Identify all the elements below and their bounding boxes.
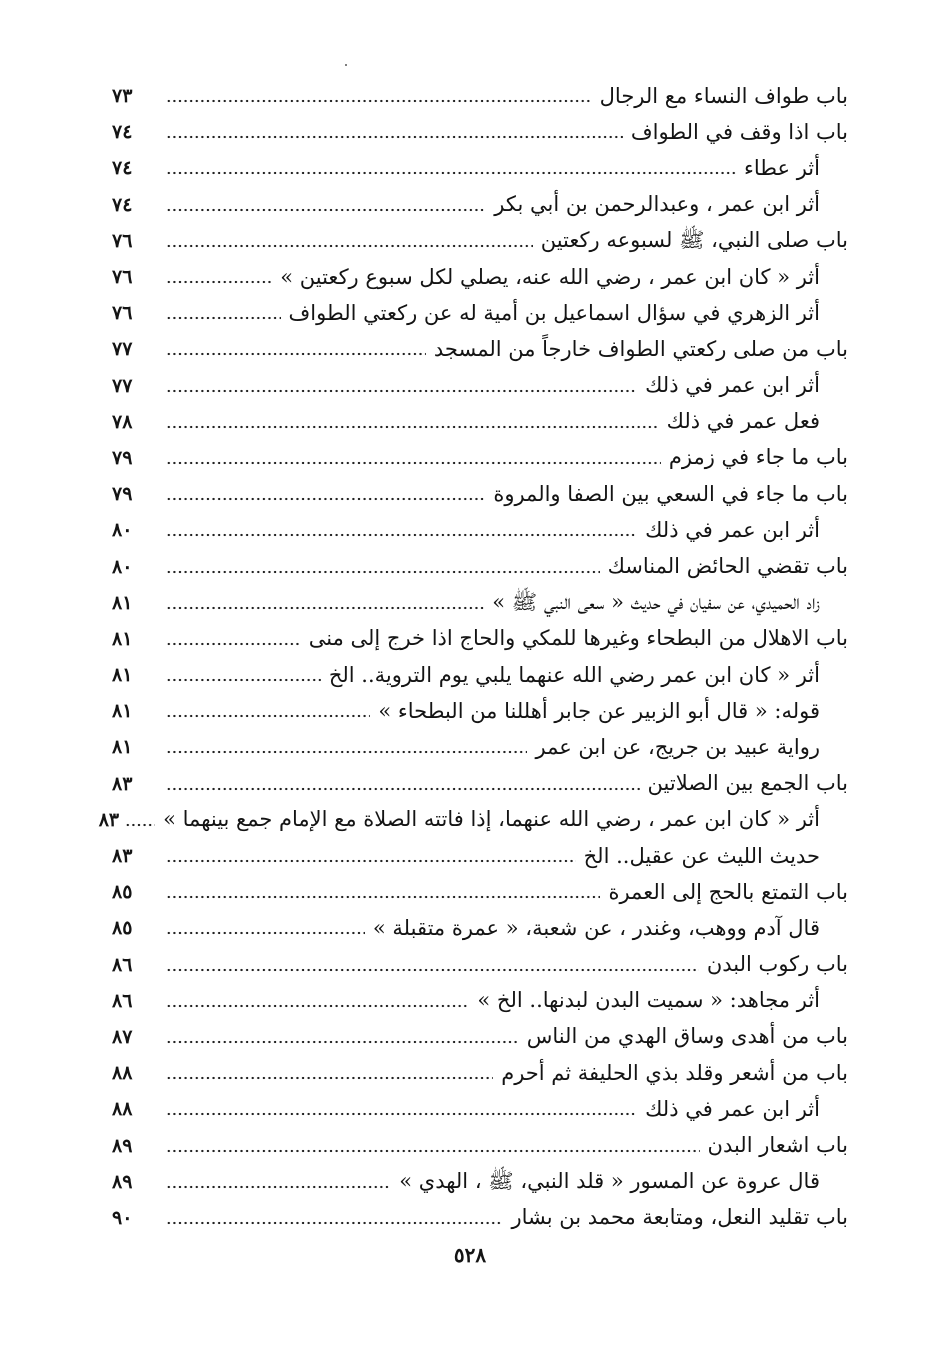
toc-entry-page: ٨١ xyxy=(112,700,133,723)
toc-entry xyxy=(112,947,848,983)
dot-leader xyxy=(166,857,576,865)
dot-leader xyxy=(166,387,637,395)
toc-entry-page: ٧٩ xyxy=(112,483,133,506)
toc-entry-page: ٨٩ xyxy=(112,1134,133,1157)
toc-entry-page: ٨٠ xyxy=(112,519,133,542)
toc-entry xyxy=(112,331,848,367)
toc-entry-title: فعل عمر في ذلك xyxy=(666,409,820,434)
toc-entry-page: ٨١ xyxy=(112,591,133,614)
toc-entry-title: أثر « كان ابن عمر ، رضي الله عنه، يصلي لكل سبوع ركعتين » xyxy=(280,264,820,289)
toc-entry-page: ٧٣ xyxy=(112,85,133,108)
toc-entry xyxy=(112,1200,848,1236)
dot-leader xyxy=(166,459,661,467)
dot-leader xyxy=(166,242,533,250)
toc-entry-page: ٨٨ xyxy=(112,1098,133,1121)
dot-leader xyxy=(166,748,527,756)
toc-entry-page: ٨١ xyxy=(112,736,133,759)
toc-entry-title: باب ركوب البدن xyxy=(706,952,848,977)
dot-leader xyxy=(166,966,699,974)
toc-entry xyxy=(112,404,848,440)
toc-entry-title: باب من أهدى وساق الهدي من الناس xyxy=(526,1024,848,1049)
toc-entry xyxy=(112,259,848,295)
toc-entry-title: أثر « كان ابن عمر رضي الله عنهما يلبي يوم التروية.. الخ xyxy=(328,662,820,687)
toc-entry-title: أثر عطاء xyxy=(744,155,820,180)
toc-entry-title: باب التمتع بالحج إلى العمرة xyxy=(608,879,848,904)
toc-entry-title: أثر ابن عمر ، وعبدالرحمن بن أبي بكر xyxy=(494,192,820,217)
dot-leader xyxy=(166,929,365,937)
toc-entry-title: باب طواف النساء مع الرجال xyxy=(599,83,848,108)
toc-entry xyxy=(112,1055,848,1091)
dot-leader xyxy=(166,278,272,286)
toc-entry xyxy=(112,1091,848,1127)
toc-entry xyxy=(112,657,848,693)
toc-entry-page: ٨٨ xyxy=(112,1062,133,1085)
dot-leader xyxy=(166,785,640,793)
page-number: ٥٢٨ xyxy=(453,1243,487,1267)
dot-leader xyxy=(166,604,484,612)
toc-entry-page: ٨٣ xyxy=(112,845,133,868)
toc-entry-title: أثر ابن عمر في ذلك xyxy=(645,1096,820,1121)
dot-leader xyxy=(166,97,592,105)
toc-entry xyxy=(112,223,848,259)
toc-entry-page: ٨٣ xyxy=(98,808,120,831)
toc-entry-title: حديث الليث عن عقيل.. الخ xyxy=(583,843,820,868)
toc-entry-page: ٧٧ xyxy=(112,374,133,397)
toc-entry xyxy=(112,440,848,476)
toc-entry xyxy=(112,910,848,946)
toc-entry-title: أثر « كان ابن عمر ، رضي الله عنهما، إذا فاتته الصلاة مع الإمام جمع بينهما » xyxy=(163,807,820,832)
toc-entry xyxy=(112,78,848,114)
dot-leader xyxy=(166,495,485,503)
toc-entry xyxy=(112,548,848,584)
toc-entry-title: زاد الحميدي، عن سفيان في حديث « سعى النبي ﷺ » xyxy=(492,590,820,615)
toc-entry xyxy=(112,621,848,657)
toc-entry-title: أثر ابن عمر في ذلك xyxy=(645,517,820,542)
toc-entry xyxy=(112,585,848,621)
toc-entry xyxy=(112,1164,848,1200)
toc-entry-title: أثر مجاهد: « سميت البدن لبدنها.. الخ » xyxy=(477,988,820,1013)
scan-speck xyxy=(345,64,347,66)
toc-entry-title: قوله: « قال أبو الزبير عن جابر أهللنا من البطحاء » xyxy=(378,698,820,723)
toc-entry-title: باب اذا وقف في الطواف xyxy=(630,119,848,144)
dot-leader xyxy=(166,1147,700,1155)
toc-entry-page: ٨١ xyxy=(112,627,133,650)
toc-entry-title: باب الاهلال من البطحاء وغيرها للمكي والحاج اذا خرج إلى منى xyxy=(308,626,848,651)
toc-entry xyxy=(112,729,848,765)
toc-entry-title: باب تقضي الحائض المناسك xyxy=(607,554,848,579)
toc-entry-title: باب ما جاء في السعي بين الصفا والمروة xyxy=(493,481,848,506)
dot-leader xyxy=(166,1002,469,1010)
dot-leader xyxy=(166,314,281,322)
toc-entry-page: ٧٦ xyxy=(112,266,133,289)
toc-entry xyxy=(112,1127,848,1163)
table-of-contents xyxy=(98,78,848,1236)
toc-entry xyxy=(112,295,848,331)
dot-leader xyxy=(166,640,301,648)
toc-entry xyxy=(112,766,848,802)
toc-entry-page: ٨٠ xyxy=(112,555,133,578)
toc-entry xyxy=(112,476,848,512)
toc-entry-title: قال آدم ووهب، وغندر ، عن شعبة، « عمرة متقبلة » xyxy=(372,915,820,940)
toc-entry-page: ٧٤ xyxy=(112,121,133,144)
dot-leader xyxy=(166,1074,493,1082)
toc-entry-title: باب من أشعر وقلد بذي الحليفة ثم أحرم xyxy=(501,1060,848,1085)
toc-entry-title: باب من صلى ركعتي الطواف خارجاً من المسجد xyxy=(433,336,848,361)
dot-leader xyxy=(166,133,623,141)
toc-entry xyxy=(98,802,848,838)
toc-entry-page: ٧٨ xyxy=(112,410,133,433)
dot-leader xyxy=(166,169,736,177)
toc-entry-page: ٧٦ xyxy=(112,302,133,325)
toc-entry-page: ٧٤ xyxy=(112,157,133,180)
toc-entry-page: ٨٦ xyxy=(112,989,133,1012)
toc-entry-page: ٨٦ xyxy=(112,953,133,976)
toc-entry-page: ٨٣ xyxy=(112,772,133,795)
toc-entry xyxy=(112,693,848,729)
toc-entry xyxy=(112,874,848,910)
toc-entry-title: أثر الزهري في سؤال اسماعيل بن أمية له عن ركعتي الطواف xyxy=(288,300,820,325)
dot-leader xyxy=(166,531,637,539)
dot-leader xyxy=(166,206,486,214)
toc-entry xyxy=(112,838,848,874)
toc-entry-page: ٧٦ xyxy=(112,229,133,252)
toc-entry-title: قال عروة عن المسور « قلد النبي، ﷺ ، الهدي » xyxy=(399,1169,820,1194)
toc-entry xyxy=(112,368,848,404)
toc-entry-page: ٨٥ xyxy=(112,917,133,940)
dot-leader xyxy=(166,350,426,358)
toc-entry-page: ٧٤ xyxy=(112,193,133,216)
dot-leader xyxy=(166,893,600,901)
toc-entry-title: أثر ابن عمر في ذلك xyxy=(645,373,820,398)
dot-leader xyxy=(166,712,370,720)
toc-entry-page: ٧٩ xyxy=(112,446,133,469)
toc-entry-page: ٨٧ xyxy=(112,1025,133,1048)
toc-entry-title: باب ما جاء في زمزم xyxy=(668,445,848,470)
toc-entry-page: ٧٧ xyxy=(112,338,133,361)
toc-entry-page: ٨٩ xyxy=(112,1170,133,1193)
dot-leader xyxy=(166,1183,391,1191)
dot-leader xyxy=(166,1219,503,1227)
toc-entry xyxy=(112,512,848,548)
toc-entry-page: ٨٥ xyxy=(112,881,133,904)
toc-entry-title: رواية عبيد بن جريج، عن ابن عمر xyxy=(535,734,820,759)
dot-leader xyxy=(166,423,659,431)
dot-leader xyxy=(125,821,155,829)
toc-entry xyxy=(112,1019,848,1055)
toc-entry xyxy=(112,150,848,186)
toc-entry-page: ٨١ xyxy=(112,664,133,687)
dot-leader xyxy=(166,1038,519,1046)
dot-leader xyxy=(166,1110,637,1118)
toc-entry-title: باب الجمع بين الصلاتين xyxy=(647,771,848,796)
toc-entry xyxy=(112,983,848,1019)
dot-leader xyxy=(166,676,321,684)
toc-entry-title: باب صلى النبي، ﷺ لسبوعه ركعتين xyxy=(540,228,848,253)
toc-entry-page: ٩٠ xyxy=(112,1206,133,1229)
toc-entry xyxy=(112,114,848,150)
dot-leader xyxy=(166,568,600,576)
toc-entry xyxy=(112,187,848,223)
toc-entry-title: باب اشعار البدن xyxy=(707,1133,848,1158)
toc-entry-title: باب تقليد النعل، ومتابعة محمد بن بشار xyxy=(511,1205,848,1230)
